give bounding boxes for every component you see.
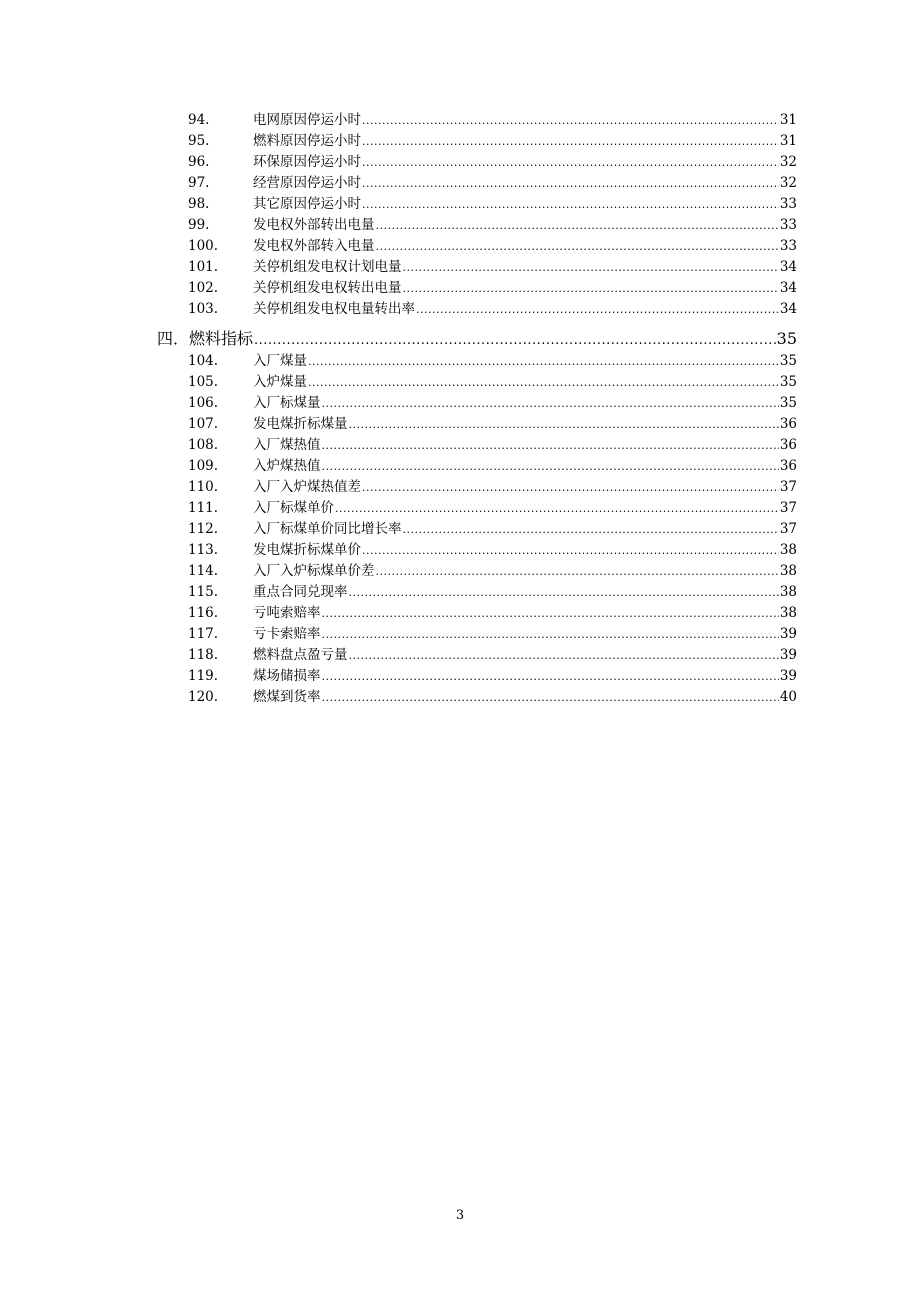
dot-leader <box>322 393 779 414</box>
entry-number: 119. <box>188 668 219 684</box>
dot-leader <box>376 561 779 582</box>
dot-leader <box>362 131 779 152</box>
toc-entry[interactable] <box>188 173 797 194</box>
entry-page: 36 <box>779 416 797 432</box>
entry-title: 亏卡索赔率 <box>253 626 321 642</box>
section-page: 35 <box>776 329 797 348</box>
dot-leader <box>349 645 779 666</box>
entry-title: 重点合同兑现率 <box>253 584 348 600</box>
entry-title: 煤场储损率 <box>253 668 321 684</box>
entry-page: 35 <box>779 374 797 390</box>
dot-leader <box>335 498 779 519</box>
entry-page: 31 <box>779 133 797 149</box>
entry-title: 燃料原因停运小时 <box>253 133 361 149</box>
entry-page: 35 <box>779 353 797 369</box>
entry-number: 103. <box>188 301 219 317</box>
entry-title: 入厂入炉标煤单价差 <box>253 563 375 579</box>
toc-entry[interactable] <box>188 393 797 414</box>
entry-number: 101. <box>188 259 219 275</box>
entry-title: 发电权外部转入电量 <box>253 238 375 254</box>
entry-title: 关停机组发电权转出电量 <box>253 280 402 296</box>
entry-title: 入厂煤量 <box>253 353 307 369</box>
entry-page: 38 <box>779 605 797 621</box>
entry-number: 97. <box>188 175 210 191</box>
entry-page: 36 <box>779 437 797 453</box>
entry-title: 环保原因停运小时 <box>253 154 361 170</box>
toc-entry[interactable] <box>188 110 797 131</box>
entry-title: 入厂标煤量 <box>253 395 321 411</box>
entry-number: 114. <box>188 563 219 579</box>
entry-title: 发电煤折标煤量 <box>253 416 348 432</box>
toc-entry[interactable] <box>188 582 797 603</box>
toc-entry[interactable] <box>188 215 797 236</box>
entry-title: 燃煤到货率 <box>253 689 321 705</box>
dot-leader <box>322 603 779 624</box>
entry-number: 118. <box>188 647 219 663</box>
dot-leader <box>322 624 779 645</box>
table-of-contents <box>0 110 920 708</box>
dot-leader <box>376 215 779 236</box>
entry-page: 39 <box>779 626 797 642</box>
entry-page: 34 <box>779 301 797 317</box>
entry-page: 31 <box>779 112 797 128</box>
entry-page: 37 <box>779 521 797 537</box>
entry-number: 117. <box>188 626 219 642</box>
entry-number: 96. <box>188 154 210 170</box>
toc-group-operations <box>0 110 920 320</box>
dot-leader <box>362 173 779 194</box>
entry-page: 38 <box>779 542 797 558</box>
dot-leader <box>322 435 779 456</box>
entry-number: 100. <box>188 238 219 254</box>
entry-title: 入厂标煤单价 <box>253 500 334 516</box>
entry-number: 105. <box>188 374 219 390</box>
dot-leader <box>416 299 779 320</box>
dot-leader <box>403 519 779 540</box>
toc-entry[interactable] <box>188 351 797 372</box>
entry-page: 32 <box>779 175 797 191</box>
entry-title: 入厂入炉煤热值差 <box>253 479 361 495</box>
dot-leader <box>254 329 776 353</box>
entry-title: 入厂煤热值 <box>253 437 321 453</box>
dot-leader <box>362 540 779 561</box>
toc-entry[interactable] <box>188 299 797 320</box>
toc-entry[interactable] <box>188 477 797 498</box>
dot-leader <box>403 278 779 299</box>
entry-title: 其它原因停运小时 <box>253 196 361 212</box>
toc-entry[interactable] <box>188 666 797 687</box>
toc-entry[interactable] <box>188 519 797 540</box>
toc-entry[interactable] <box>188 687 797 708</box>
section-title: 四．燃料指标 <box>157 329 254 348</box>
entry-page: 33 <box>779 217 797 233</box>
entry-number: 115. <box>188 584 219 600</box>
entry-page: 39 <box>779 668 797 684</box>
entry-number: 94. <box>188 112 210 128</box>
entry-number: 116. <box>188 605 219 621</box>
entry-title: 发电权外部转出电量 <box>253 217 375 233</box>
entry-page: 34 <box>779 280 797 296</box>
entry-page: 32 <box>779 154 797 170</box>
entry-page: 38 <box>779 584 797 600</box>
dot-leader <box>322 666 779 687</box>
dot-leader <box>362 194 779 215</box>
dot-leader <box>308 372 779 393</box>
toc-entry[interactable] <box>188 257 797 278</box>
entry-number: 104. <box>188 353 219 369</box>
entry-number: 112. <box>188 521 219 537</box>
dot-leader <box>403 257 779 278</box>
toc-entry[interactable] <box>188 414 797 435</box>
entry-number: 98. <box>188 196 210 212</box>
entry-number: 95. <box>188 133 210 149</box>
entry-number: 113. <box>188 542 219 558</box>
dot-leader <box>349 582 779 603</box>
entry-page: 39 <box>779 647 797 663</box>
entry-page: 34 <box>779 259 797 275</box>
toc-entry[interactable] <box>188 435 797 456</box>
entry-page: 36 <box>779 458 797 474</box>
toc-entry[interactable] <box>188 561 797 582</box>
toc-entry[interactable] <box>188 236 797 257</box>
entry-number: 120. <box>188 689 219 705</box>
entry-title: 关停机组发电权计划电量 <box>253 259 402 275</box>
toc-entry[interactable] <box>188 603 797 624</box>
entry-number: 106. <box>188 395 219 411</box>
toc-entry[interactable] <box>188 194 797 215</box>
entry-page: 38 <box>779 563 797 579</box>
entry-number: 111. <box>188 500 219 516</box>
entry-page: 40 <box>779 689 797 705</box>
dot-leader <box>322 456 779 477</box>
entry-number: 102. <box>188 280 219 296</box>
toc-entry[interactable] <box>188 540 797 561</box>
toc-entry[interactable] <box>188 498 797 519</box>
entry-number: 107. <box>188 416 219 432</box>
entry-number: 109. <box>188 458 219 474</box>
toc-entry[interactable] <box>188 278 797 299</box>
entry-title: 入厂标煤单价同比增长率 <box>253 521 402 537</box>
entry-page: 37 <box>779 500 797 516</box>
entry-number: 110. <box>188 479 219 495</box>
dot-leader <box>322 687 779 708</box>
dot-leader <box>308 351 779 372</box>
entry-page: 37 <box>779 479 797 495</box>
entry-title: 电网原因停运小时 <box>253 112 361 128</box>
toc-entry[interactable] <box>188 131 797 152</box>
dot-leader <box>362 110 779 131</box>
toc-entry[interactable] <box>188 152 797 173</box>
dot-leader <box>349 414 779 435</box>
toc-entry[interactable] <box>188 372 797 393</box>
toc-entry[interactable] <box>188 645 797 666</box>
entry-page: 35 <box>779 395 797 411</box>
page-number: 3 <box>455 1208 465 1223</box>
dot-leader <box>362 152 779 173</box>
toc-entry[interactable] <box>188 456 797 477</box>
entry-title: 入炉煤量 <box>253 374 307 390</box>
entry-title: 入炉煤热值 <box>253 458 321 474</box>
entry-page: 33 <box>779 238 797 254</box>
toc-entry[interactable] <box>188 624 797 645</box>
toc-group-fuel <box>0 351 920 708</box>
entry-title: 经营原因停运小时 <box>253 175 361 191</box>
entry-title: 亏吨索赔率 <box>253 605 321 621</box>
dot-leader <box>376 236 779 257</box>
entry-title: 燃料盘点盈亏量 <box>253 647 348 663</box>
dot-leader <box>362 477 779 498</box>
entry-title: 关停机组发电权电量转出率 <box>253 301 415 317</box>
entry-page: 33 <box>779 196 797 212</box>
entry-number: 108. <box>188 437 219 453</box>
entry-number: 99. <box>188 217 210 233</box>
entry-title: 发电煤折标煤单价 <box>253 542 361 558</box>
toc-section-heading[interactable] <box>157 327 797 351</box>
